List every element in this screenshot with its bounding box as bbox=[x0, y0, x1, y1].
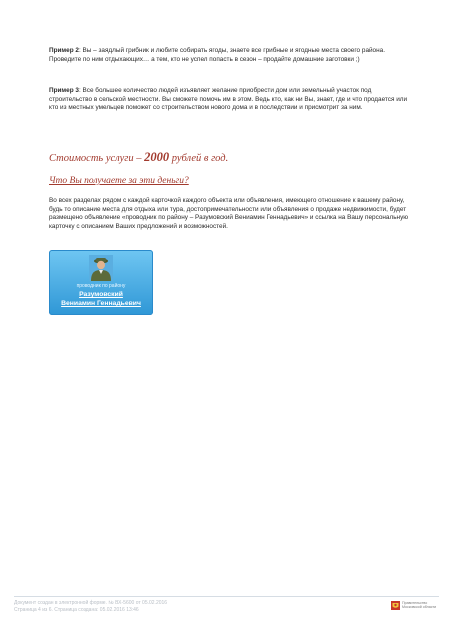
example-3-label: Пример 3 bbox=[49, 87, 79, 94]
footer-line-1: Документ создан в электронной форме. № ВХ-5600 от 05.02.2016 bbox=[14, 600, 168, 606]
government-line-1: Правительство bbox=[402, 601, 428, 605]
cost-suffix: рублей в год. bbox=[169, 153, 229, 164]
cost-prefix: Стоимость услуги – bbox=[49, 153, 145, 164]
example-2-paragraph bbox=[49, 47, 415, 64]
footer-line-2: Страница 4 из 6. Страница создана: 05.02.2016 13:46 bbox=[14, 606, 139, 613]
footer-info bbox=[14, 600, 167, 613]
description-paragraph: Во всех разделах рядом с каждой карточкой каждого объекта или объявления, имеющего отношение к вашему району, будь то описание места для отдыха или тура, достопримечательности или объявления о продаже недвижимости, будет размещено объявление «проводник по району – Разумовский Вениамин Геннадьевич» и ссылка на Вашу персональную карточку с описанием Ваших предложений и возможностей. bbox=[49, 197, 409, 230]
guide-banner[interactable] bbox=[49, 250, 153, 315]
example-2-label: Пример 2 bbox=[49, 47, 79, 54]
banner-name-line-2[interactable]: Вениамин Геннадьевич bbox=[61, 300, 141, 307]
example-3-paragraph bbox=[49, 87, 415, 113]
government-line-2: Московской области bbox=[402, 605, 437, 610]
moscow-region-emblem-icon bbox=[391, 601, 400, 610]
government-label bbox=[402, 601, 436, 609]
cost-amount: 2000 bbox=[144, 150, 170, 164]
service-cost bbox=[49, 150, 228, 165]
guide-avatar-icon bbox=[89, 255, 113, 281]
banner-name-line-1[interactable]: Разумовский bbox=[79, 291, 123, 298]
example-2-text: : Вы – заядлый грибник и любите собирать ягоды, знаете все грибные и ягодные места своего района. Проведите по ним отдыхающих… а тем, кто не успел попасть в сезон – продайте домашние заготовки ;) bbox=[49, 47, 385, 63]
banner-subtitle: проводник по району bbox=[76, 283, 126, 289]
footer-divider bbox=[14, 596, 439, 597]
what-you-get-heading: Что Вы получаете за эти деньги? bbox=[49, 176, 189, 186]
example-3-text: : Все большее количество людей изъявляет желание приобрести дом или земельный участок под строительство в сельской местности. Вы сможете помочь им в этом. Ведь кто, как ни Вы, знает, где и что продается или кто из местных умельцев поможет со строительством нового дома и в последствии и присмотрит за ним. bbox=[49, 87, 408, 112]
